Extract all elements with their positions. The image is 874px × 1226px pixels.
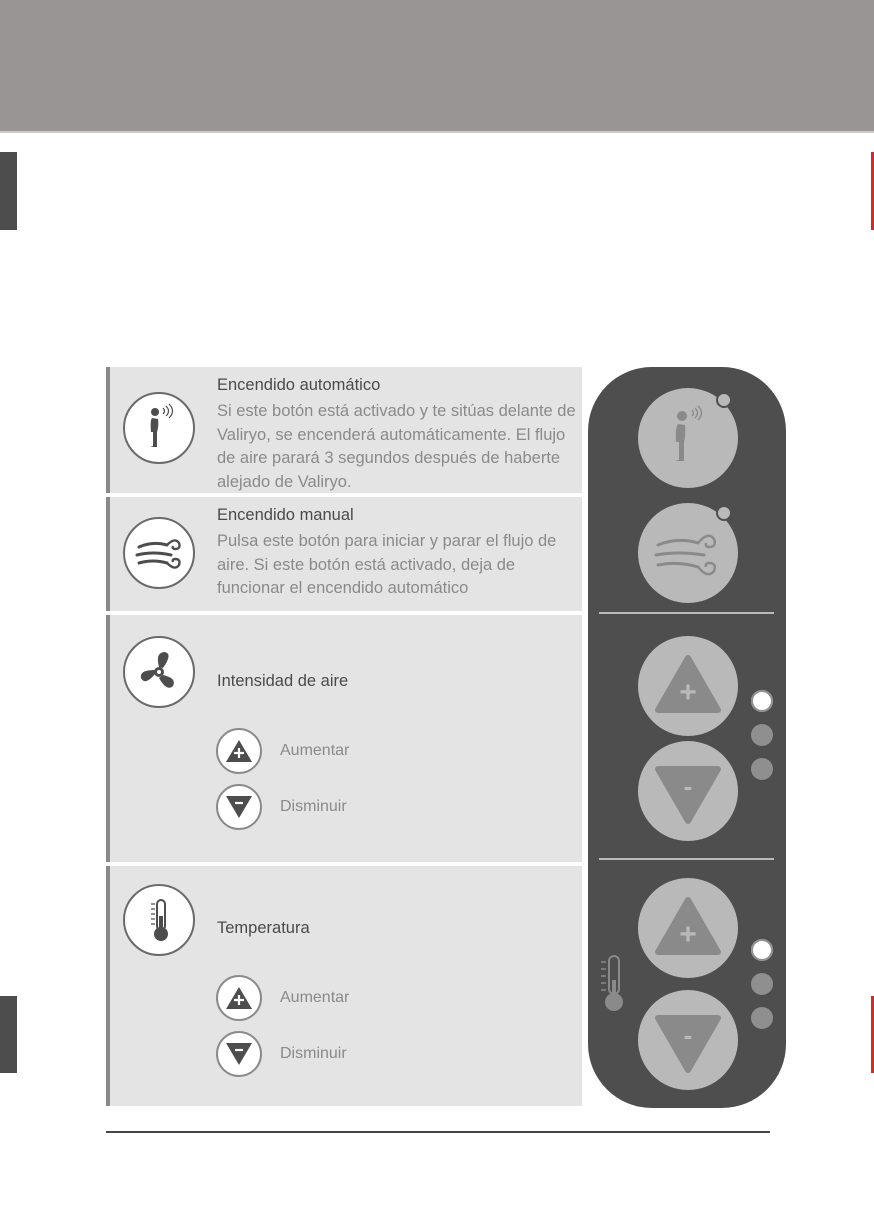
temperature-increase-label: Aumentar <box>280 989 350 1006</box>
intensity-increase-label: Aumentar <box>280 742 350 759</box>
header-band <box>0 0 874 131</box>
edge-tab-bottom <box>0 996 17 1073</box>
intensity-decrease-icon <box>216 784 262 830</box>
temperature-increase-icon <box>216 975 262 1021</box>
intensity-level-dot-2 <box>751 724 773 746</box>
header-shadow <box>0 131 874 133</box>
temperature-level-dot-1 <box>751 939 773 961</box>
remote-temperature-minus-button <box>638 990 738 1090</box>
edge-tab-top <box>0 152 17 230</box>
remote-divider-2 <box>599 858 774 860</box>
intensity-decrease-label: Disminuir <box>280 798 347 815</box>
temperature-decrease-label: Disminuir <box>280 1045 347 1062</box>
intensity-increase-icon <box>216 728 262 774</box>
temperature-decrease-icon <box>216 1031 262 1077</box>
intensity-level-dot-1 <box>751 690 773 712</box>
remote-thermometer-icon <box>598 952 628 1014</box>
footer-rule <box>106 1131 770 1133</box>
person-sensor-icon <box>123 392 195 464</box>
intensity-title: Intensidad de aire <box>217 672 349 690</box>
manual-on-title: Encendido manual <box>217 506 354 524</box>
manual-on-description: Pulsa este botón para iniciar y parar el flujo de aire. Si este botón está activado, deja de funcionar el encendido automático <box>217 532 557 598</box>
remote-intensity-minus-button <box>638 741 738 841</box>
remote-divider-1 <box>599 612 774 614</box>
temperature-minus-symbol: - <box>683 1020 693 1050</box>
auto-on-title: Encendido automático <box>217 376 381 394</box>
auto-on-description: Si este botón está activado y te sitúas delante de Valiryo, se encenderá automáticamente. El flujo de aire parará 3 segundos después de haberte alejado de Valiryo. <box>217 402 576 491</box>
thermometer-icon <box>123 884 195 956</box>
temperature-plus-symbol: + <box>679 918 697 951</box>
intensity-plus-symbol: + <box>679 676 697 709</box>
fan-icon <box>123 636 195 708</box>
intensity-level-dot-3 <box>751 758 773 780</box>
air-flow-icon <box>123 517 195 589</box>
temperature-level-dot-2 <box>751 973 773 995</box>
remote-auto-indicator <box>716 392 732 408</box>
intensity-minus-symbol: - <box>683 771 693 801</box>
temperature-level-dot-3 <box>751 1007 773 1029</box>
remote-temperature-plus-button <box>638 878 738 978</box>
temperature-title: Temperatura <box>217 919 310 937</box>
remote-manual-indicator <box>716 505 732 521</box>
remote-intensity-plus-button <box>638 636 738 736</box>
